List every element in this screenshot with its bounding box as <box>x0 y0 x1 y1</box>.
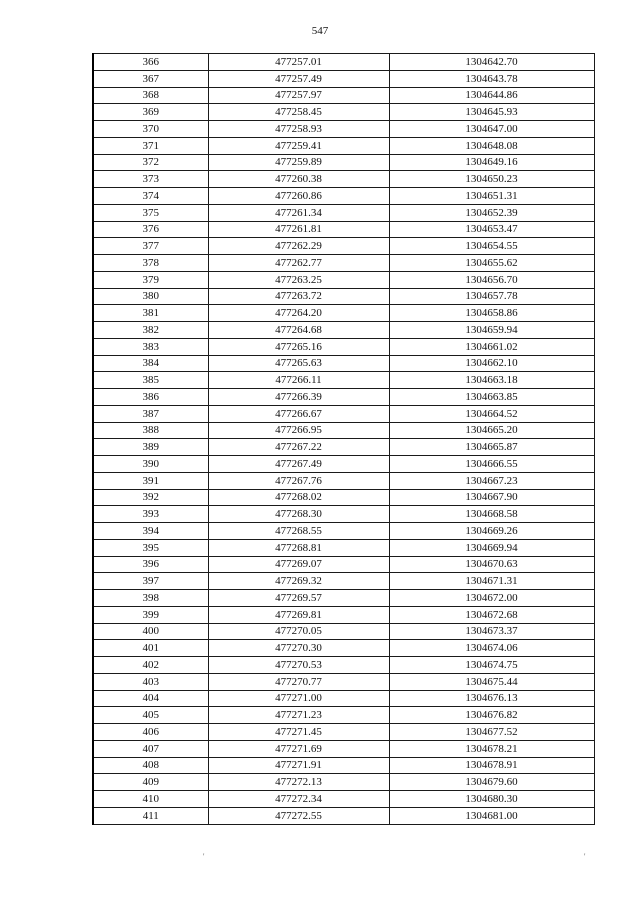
table-row <box>93 791 594 808</box>
coordinates-table-container <box>92 53 595 825</box>
x-coordinate-cell: 477257.97 <box>208 87 389 104</box>
table-row <box>93 54 594 71</box>
point-number-cell: 395 <box>93 539 208 556</box>
point-number-cell: 380 <box>93 288 208 305</box>
table-row <box>93 238 594 255</box>
y-coordinate-cell: 1304655.62 <box>389 255 594 272</box>
point-number-cell: 398 <box>93 590 208 607</box>
point-number-cell: 368 <box>93 87 208 104</box>
x-coordinate-cell: 477260.86 <box>208 188 389 205</box>
table-row <box>93 305 594 322</box>
table-row <box>93 271 594 288</box>
y-coordinate-cell: 1304665.87 <box>389 439 594 456</box>
y-coordinate-cell: 1304664.52 <box>389 405 594 422</box>
y-coordinate-cell: 1304672.68 <box>389 606 594 623</box>
y-coordinate-cell: 1304672.00 <box>389 590 594 607</box>
x-coordinate-cell: 477258.93 <box>208 121 389 138</box>
table-row <box>93 606 594 623</box>
point-number-cell: 399 <box>93 606 208 623</box>
table-row <box>93 757 594 774</box>
y-coordinate-cell: 1304653.47 <box>389 221 594 238</box>
table-row <box>93 623 594 640</box>
point-number-cell: 405 <box>93 707 208 724</box>
y-coordinate-cell: 1304673.37 <box>389 623 594 640</box>
table-row <box>93 154 594 171</box>
point-number-cell: 392 <box>93 489 208 506</box>
table-row <box>93 657 594 674</box>
table-row <box>93 556 594 573</box>
x-coordinate-cell: 477257.49 <box>208 70 389 87</box>
y-coordinate-cell: 1304670.63 <box>389 556 594 573</box>
table-row <box>93 405 594 422</box>
point-number-cell: 388 <box>93 422 208 439</box>
x-coordinate-cell: 477260.38 <box>208 171 389 188</box>
point-number-cell: 381 <box>93 305 208 322</box>
x-coordinate-cell: 477259.41 <box>208 137 389 154</box>
point-number-cell: 391 <box>93 472 208 489</box>
table-row <box>93 673 594 690</box>
x-coordinate-cell: 477264.20 <box>208 305 389 322</box>
table-row <box>93 539 594 556</box>
x-coordinate-cell: 477262.77 <box>208 255 389 272</box>
table-body <box>93 54 594 825</box>
point-number-cell: 377 <box>93 238 208 255</box>
table-row <box>93 523 594 540</box>
y-coordinate-cell: 1304666.55 <box>389 456 594 473</box>
x-coordinate-cell: 477268.02 <box>208 489 389 506</box>
x-coordinate-cell: 477266.95 <box>208 422 389 439</box>
point-number-cell: 394 <box>93 523 208 540</box>
point-number-cell: 400 <box>93 623 208 640</box>
x-coordinate-cell: 477270.30 <box>208 640 389 657</box>
point-number-cell: 389 <box>93 439 208 456</box>
x-coordinate-cell: 477269.32 <box>208 573 389 590</box>
point-number-cell: 410 <box>93 791 208 808</box>
y-coordinate-cell: 1304663.18 <box>389 372 594 389</box>
scan-mark: ' <box>584 852 586 861</box>
x-coordinate-cell: 477270.77 <box>208 673 389 690</box>
point-number-cell: 393 <box>93 506 208 523</box>
table-row <box>93 137 594 154</box>
table-row <box>93 472 594 489</box>
x-coordinate-cell: 477270.53 <box>208 657 389 674</box>
table-row <box>93 338 594 355</box>
table-row <box>93 724 594 741</box>
coordinates-table <box>92 53 595 825</box>
y-coordinate-cell: 1304678.91 <box>389 757 594 774</box>
y-coordinate-cell: 1304681.00 <box>389 807 594 824</box>
table-row <box>93 87 594 104</box>
point-number-cell: 382 <box>93 322 208 339</box>
table-row <box>93 640 594 657</box>
y-coordinate-cell: 1304652.39 <box>389 204 594 221</box>
table-row <box>93 590 594 607</box>
page-number: 547 <box>311 25 329 37</box>
y-coordinate-cell: 1304645.93 <box>389 104 594 121</box>
y-coordinate-cell: 1304667.23 <box>389 472 594 489</box>
x-coordinate-cell: 477268.30 <box>208 506 389 523</box>
x-coordinate-cell: 477263.25 <box>208 271 389 288</box>
point-number-cell: 384 <box>93 355 208 372</box>
y-coordinate-cell: 1304662.10 <box>389 355 594 372</box>
y-coordinate-cell: 1304649.16 <box>389 154 594 171</box>
x-coordinate-cell: 477258.45 <box>208 104 389 121</box>
y-coordinate-cell: 1304671.31 <box>389 573 594 590</box>
point-number-cell: 404 <box>93 690 208 707</box>
x-coordinate-cell: 477263.72 <box>208 288 389 305</box>
table-row <box>93 121 594 138</box>
table-row <box>93 690 594 707</box>
x-coordinate-cell: 477257.01 <box>208 54 389 71</box>
point-number-cell: 373 <box>93 171 208 188</box>
y-coordinate-cell: 1304678.21 <box>389 740 594 757</box>
x-coordinate-cell: 477271.91 <box>208 757 389 774</box>
point-number-cell: 411 <box>93 807 208 824</box>
point-number-cell: 387 <box>93 405 208 422</box>
scan-mark: ' <box>203 852 205 861</box>
table-row <box>93 456 594 473</box>
x-coordinate-cell: 477266.39 <box>208 389 389 406</box>
table-row <box>93 707 594 724</box>
x-coordinate-cell: 477265.63 <box>208 355 389 372</box>
table-row <box>93 573 594 590</box>
x-coordinate-cell: 477261.81 <box>208 221 389 238</box>
x-coordinate-cell: 477271.23 <box>208 707 389 724</box>
y-coordinate-cell: 1304650.23 <box>389 171 594 188</box>
x-coordinate-cell: 477269.81 <box>208 606 389 623</box>
table-row <box>93 355 594 372</box>
table-row <box>93 439 594 456</box>
y-coordinate-cell: 1304675.44 <box>389 673 594 690</box>
x-coordinate-cell: 477266.67 <box>208 405 389 422</box>
x-coordinate-cell: 477269.57 <box>208 590 389 607</box>
point-number-cell: 406 <box>93 724 208 741</box>
point-number-cell: 397 <box>93 573 208 590</box>
table-row <box>93 807 594 824</box>
x-coordinate-cell: 477262.29 <box>208 238 389 255</box>
y-coordinate-cell: 1304659.94 <box>389 322 594 339</box>
point-number-cell: 374 <box>93 188 208 205</box>
point-number-cell: 378 <box>93 255 208 272</box>
y-coordinate-cell: 1304658.86 <box>389 305 594 322</box>
x-coordinate-cell: 477267.49 <box>208 456 389 473</box>
point-number-cell: 409 <box>93 774 208 791</box>
point-number-cell: 401 <box>93 640 208 657</box>
y-coordinate-cell: 1304669.26 <box>389 523 594 540</box>
point-number-cell: 375 <box>93 204 208 221</box>
y-coordinate-cell: 1304677.52 <box>389 724 594 741</box>
point-number-cell: 408 <box>93 757 208 774</box>
x-coordinate-cell: 477268.55 <box>208 523 389 540</box>
point-number-cell: 371 <box>93 137 208 154</box>
x-coordinate-cell: 477270.05 <box>208 623 389 640</box>
x-coordinate-cell: 477272.13 <box>208 774 389 791</box>
table-row <box>93 774 594 791</box>
x-coordinate-cell: 477268.81 <box>208 539 389 556</box>
point-number-cell: 366 <box>93 54 208 71</box>
y-coordinate-cell: 1304643.78 <box>389 70 594 87</box>
point-number-cell: 386 <box>93 389 208 406</box>
table-row <box>93 740 594 757</box>
y-coordinate-cell: 1304674.06 <box>389 640 594 657</box>
x-coordinate-cell: 477265.16 <box>208 338 389 355</box>
y-coordinate-cell: 1304676.82 <box>389 707 594 724</box>
table-row <box>93 506 594 523</box>
y-coordinate-cell: 1304667.90 <box>389 489 594 506</box>
table-row <box>93 104 594 121</box>
y-coordinate-cell: 1304663.85 <box>389 389 594 406</box>
y-coordinate-cell: 1304642.70 <box>389 54 594 71</box>
point-number-cell: 367 <box>93 70 208 87</box>
y-coordinate-cell: 1304676.13 <box>389 690 594 707</box>
table-row <box>93 221 594 238</box>
point-number-cell: 402 <box>93 657 208 674</box>
table-row <box>93 171 594 188</box>
point-number-cell: 407 <box>93 740 208 757</box>
point-number-cell: 396 <box>93 556 208 573</box>
point-number-cell: 383 <box>93 338 208 355</box>
table-row <box>93 288 594 305</box>
table-row <box>93 372 594 389</box>
x-coordinate-cell: 477271.69 <box>208 740 389 757</box>
table-row <box>93 255 594 272</box>
x-coordinate-cell: 477261.34 <box>208 204 389 221</box>
point-number-cell: 376 <box>93 221 208 238</box>
y-coordinate-cell: 1304679.60 <box>389 774 594 791</box>
x-coordinate-cell: 477259.89 <box>208 154 389 171</box>
table-row <box>93 422 594 439</box>
y-coordinate-cell: 1304674.75 <box>389 657 594 674</box>
point-number-cell: 385 <box>93 372 208 389</box>
table-row <box>93 70 594 87</box>
y-coordinate-cell: 1304647.00 <box>389 121 594 138</box>
table-row <box>93 389 594 406</box>
point-number-cell: 370 <box>93 121 208 138</box>
point-number-cell: 390 <box>93 456 208 473</box>
y-coordinate-cell: 1304668.58 <box>389 506 594 523</box>
y-coordinate-cell: 1304665.20 <box>389 422 594 439</box>
x-coordinate-cell: 477271.45 <box>208 724 389 741</box>
table-row <box>93 322 594 339</box>
y-coordinate-cell: 1304661.02 <box>389 338 594 355</box>
table-row <box>93 204 594 221</box>
y-coordinate-cell: 1304680.30 <box>389 791 594 808</box>
x-coordinate-cell: 477269.07 <box>208 556 389 573</box>
y-coordinate-cell: 1304657.78 <box>389 288 594 305</box>
y-coordinate-cell: 1304644.86 <box>389 87 594 104</box>
x-coordinate-cell: 477264.68 <box>208 322 389 339</box>
y-coordinate-cell: 1304656.70 <box>389 271 594 288</box>
point-number-cell: 379 <box>93 271 208 288</box>
x-coordinate-cell: 477266.11 <box>208 372 389 389</box>
x-coordinate-cell: 477267.76 <box>208 472 389 489</box>
y-coordinate-cell: 1304651.31 <box>389 188 594 205</box>
point-number-cell: 372 <box>93 154 208 171</box>
table-row <box>93 489 594 506</box>
y-coordinate-cell: 1304654.55 <box>389 238 594 255</box>
x-coordinate-cell: 477272.55 <box>208 807 389 824</box>
y-coordinate-cell: 1304648.08 <box>389 137 594 154</box>
x-coordinate-cell: 477272.34 <box>208 791 389 808</box>
x-coordinate-cell: 477271.00 <box>208 690 389 707</box>
table-row <box>93 188 594 205</box>
y-coordinate-cell: 1304669.94 <box>389 539 594 556</box>
point-number-cell: 369 <box>93 104 208 121</box>
x-coordinate-cell: 477267.22 <box>208 439 389 456</box>
point-number-cell: 403 <box>93 673 208 690</box>
